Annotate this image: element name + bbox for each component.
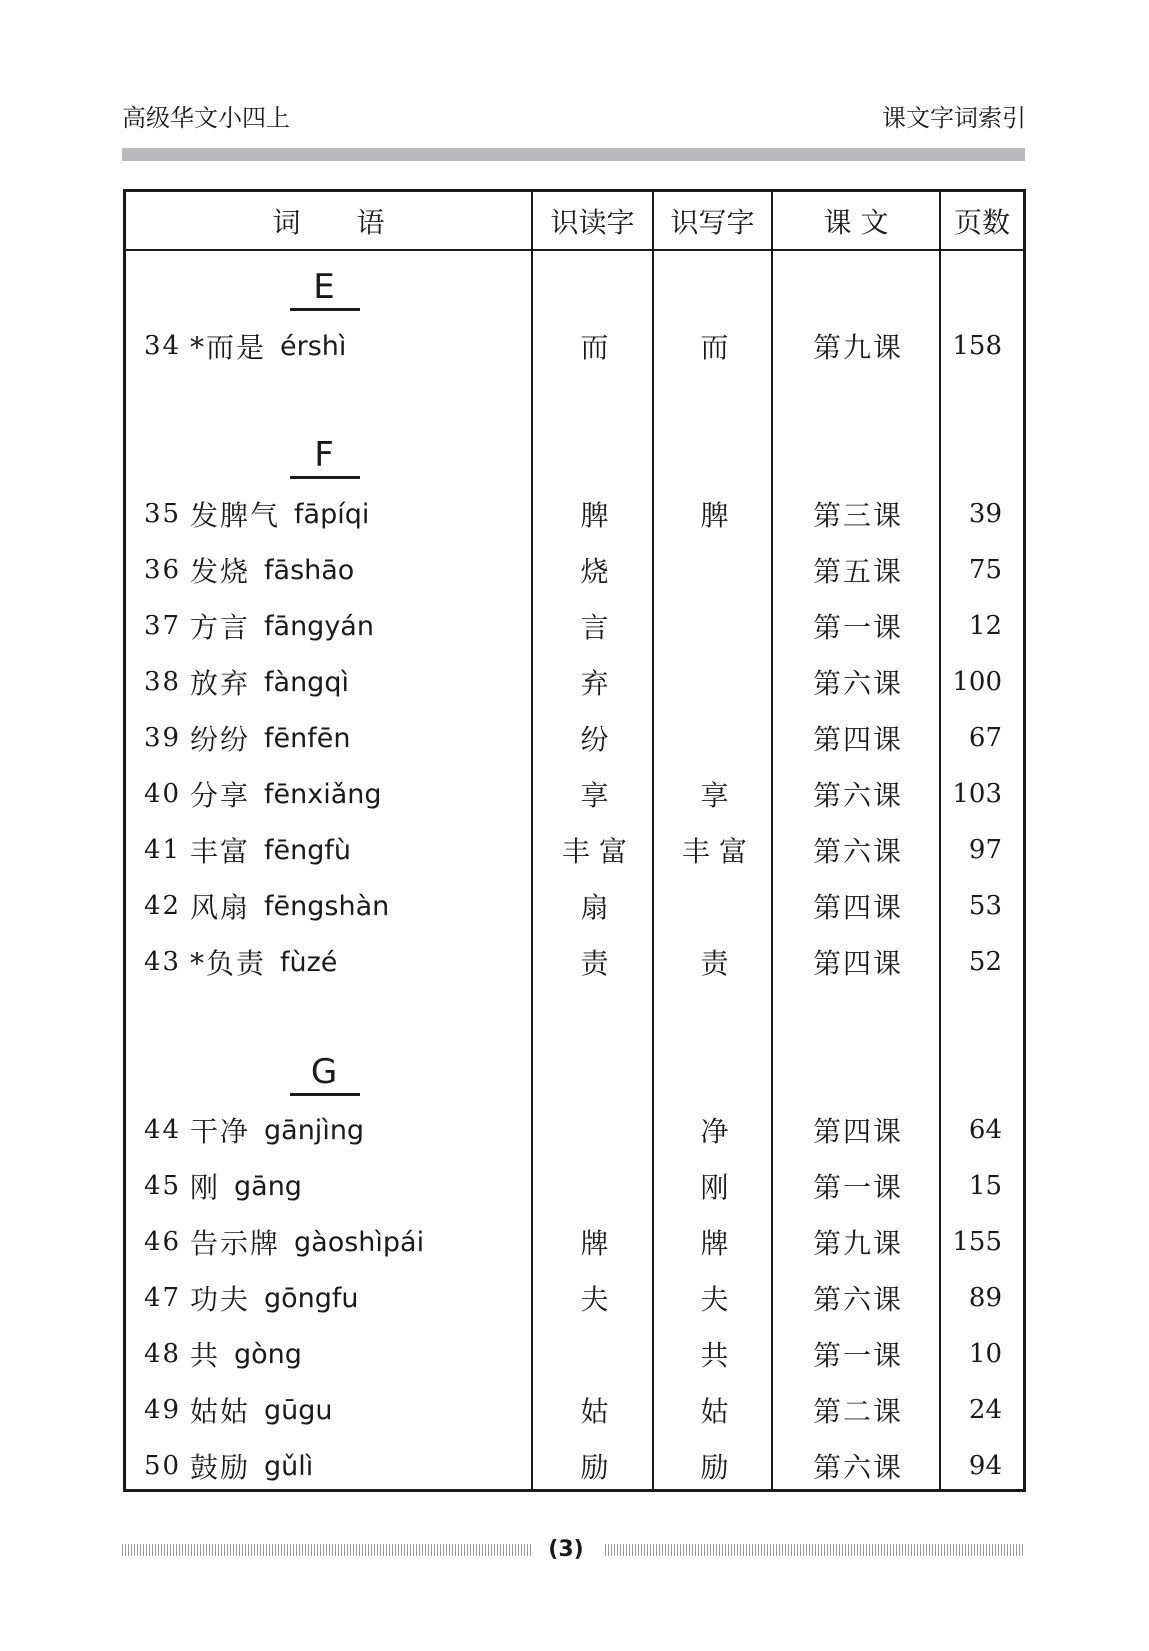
lesson-cell: 第五课 bbox=[812, 555, 903, 588]
table-row bbox=[126, 494, 1023, 534]
write-chars-cell: 刚 bbox=[700, 1171, 729, 1204]
page-cell: 10 bbox=[968, 1339, 1002, 1369]
column-header-write-chars: 识写字 bbox=[670, 205, 755, 239]
lesson-cell: 第二课 bbox=[812, 1395, 903, 1428]
page-cell: 24 bbox=[968, 1395, 1002, 1425]
page-cell: 103 bbox=[952, 779, 1002, 809]
lesson-cell: 第九课 bbox=[812, 331, 903, 364]
word-pinyin: érshì bbox=[280, 330, 347, 362]
word-hanzi: 共 bbox=[190, 1339, 221, 1372]
page-cell: 155 bbox=[952, 1227, 1002, 1257]
word-pinyin: gūgu bbox=[264, 1394, 333, 1426]
word-cell bbox=[144, 718, 350, 758]
read-chars-cell bbox=[534, 1110, 655, 1150]
page-cell: 52 bbox=[968, 947, 1002, 977]
write-chars-cell: 责 bbox=[700, 947, 729, 980]
write-chars-cell: 励 bbox=[700, 1451, 729, 1484]
word-cell bbox=[144, 1334, 302, 1374]
word-hanzi: 方言 bbox=[190, 611, 251, 644]
word-cell bbox=[144, 662, 349, 702]
word-hanzi: 干净 bbox=[190, 1115, 251, 1148]
lesson-cell: 第一课 bbox=[812, 1339, 903, 1372]
table-row bbox=[126, 886, 1023, 926]
word-cell bbox=[144, 550, 354, 590]
word-pinyin: gàoshìpái bbox=[294, 1226, 425, 1258]
read-chars-cell bbox=[534, 1334, 655, 1374]
word-hanzi: 发脾气 bbox=[190, 499, 281, 532]
page-cell: 89 bbox=[968, 1283, 1002, 1313]
word-pinyin: fēngshàn bbox=[264, 890, 390, 922]
word-cell bbox=[144, 606, 374, 646]
word-pinyin: fàngqì bbox=[264, 666, 349, 698]
read-chars-cell: 纷 bbox=[580, 723, 609, 756]
column-header-page: 页数 bbox=[953, 205, 1010, 239]
page-cell: 158 bbox=[952, 331, 1002, 361]
read-chars-cell: 夫 bbox=[580, 1283, 609, 1316]
write-chars-cell: 而 bbox=[700, 331, 729, 364]
page-cell: 75 bbox=[968, 555, 1002, 585]
word-hanzi: 鼓励 bbox=[190, 1451, 251, 1484]
read-chars-cell: 责 bbox=[580, 947, 609, 980]
word-pinyin: gānjìng bbox=[264, 1114, 365, 1146]
entry-number: 50 bbox=[144, 1451, 182, 1481]
read-chars-cell: 丰 富 bbox=[562, 835, 627, 868]
word-hanzi: 丰富 bbox=[190, 835, 251, 868]
page-cell: 67 bbox=[968, 723, 1002, 753]
entry-number: 43 bbox=[144, 947, 182, 977]
footer-ornament-right bbox=[605, 1544, 1025, 1556]
word-cell bbox=[144, 1446, 313, 1486]
table-row bbox=[126, 1110, 1023, 1150]
word-hanzi: 放弃 bbox=[190, 667, 251, 700]
word-pinyin: fāshāo bbox=[264, 554, 355, 586]
write-chars-cell: 丰 富 bbox=[682, 835, 747, 868]
lesson-cell: 第六课 bbox=[812, 667, 903, 700]
word-pinyin: gāng bbox=[234, 1170, 302, 1202]
table-row bbox=[126, 1278, 1023, 1318]
entry-number: 40 bbox=[144, 779, 182, 809]
header-divider-bar bbox=[122, 148, 1025, 161]
word-pinyin: fāngyán bbox=[264, 610, 374, 642]
lesson-cell: 第一课 bbox=[812, 1171, 903, 1204]
write-chars-cell bbox=[655, 606, 774, 646]
lesson-cell: 第四课 bbox=[812, 1115, 903, 1148]
table-row bbox=[126, 830, 1023, 870]
word-pinyin: fēnxiǎng bbox=[264, 778, 382, 810]
table-row bbox=[126, 606, 1023, 646]
read-chars-cell: 励 bbox=[580, 1451, 609, 1484]
section-letter: G bbox=[310, 1052, 338, 1092]
lesson-cell: 第四课 bbox=[812, 947, 903, 980]
section-letter: F bbox=[314, 435, 334, 475]
write-chars-cell bbox=[655, 662, 774, 702]
entry-number: 35 bbox=[144, 499, 182, 529]
word-pinyin: fēngfù bbox=[264, 834, 352, 866]
word-hanzi: 功夫 bbox=[190, 1283, 251, 1316]
lesson-cell: 第六课 bbox=[812, 835, 903, 868]
entry-number: 49 bbox=[144, 1395, 182, 1425]
word-cell bbox=[144, 942, 337, 982]
word-pinyin: gōngfu bbox=[264, 1282, 359, 1314]
entry-number: 45 bbox=[144, 1171, 182, 1201]
read-chars-cell: 姑 bbox=[580, 1395, 609, 1428]
table-row bbox=[126, 326, 1023, 366]
word-pinyin: fùzé bbox=[280, 946, 338, 978]
table-row bbox=[126, 1166, 1023, 1206]
read-chars-cell: 脾 bbox=[580, 499, 609, 532]
word-hanzi: 分享 bbox=[190, 779, 251, 812]
table-row bbox=[126, 942, 1023, 982]
lesson-cell: 第四课 bbox=[812, 723, 903, 756]
section-letter-underline bbox=[290, 476, 360, 479]
footer-ornament-left bbox=[122, 1544, 532, 1556]
write-chars-cell: 脾 bbox=[700, 499, 729, 532]
entry-number: 37 bbox=[144, 611, 182, 641]
lesson-cell: 第六课 bbox=[812, 1283, 903, 1316]
write-chars-cell bbox=[655, 718, 774, 758]
section-letter-underline bbox=[290, 308, 360, 311]
write-chars-cell bbox=[655, 550, 774, 590]
page-cell: 100 bbox=[952, 667, 1002, 697]
word-pinyin: gòng bbox=[234, 1338, 302, 1370]
lesson-cell: 第六课 bbox=[812, 779, 903, 812]
section-letter: E bbox=[313, 267, 335, 307]
entry-number: 47 bbox=[144, 1283, 182, 1313]
read-chars-cell: 享 bbox=[580, 779, 609, 812]
book-title: 高级华文小四上 bbox=[122, 104, 290, 132]
lesson-cell: 第六课 bbox=[812, 1451, 903, 1484]
word-cell bbox=[144, 326, 346, 366]
word-hanzi: 风扇 bbox=[190, 891, 251, 924]
write-chars-cell: 享 bbox=[700, 779, 729, 812]
word-cell bbox=[144, 774, 382, 814]
word-cell bbox=[144, 1390, 333, 1430]
entry-number: 41 bbox=[144, 835, 182, 865]
word-pinyin: gǔlì bbox=[264, 1450, 314, 1482]
page-cell: 97 bbox=[968, 835, 1002, 865]
table-row bbox=[126, 1446, 1023, 1486]
word-cell bbox=[144, 1166, 302, 1206]
word-hanzi: 刚 bbox=[190, 1171, 221, 1204]
word-cell bbox=[144, 886, 389, 926]
read-chars-cell: 扇 bbox=[580, 891, 609, 924]
entry-number: 39 bbox=[144, 723, 182, 753]
page-cell: 39 bbox=[968, 499, 1002, 529]
entry-number: 46 bbox=[144, 1227, 182, 1257]
word-cell bbox=[144, 1278, 359, 1318]
write-chars-cell: 牌 bbox=[700, 1227, 729, 1260]
page-cell: 64 bbox=[968, 1115, 1002, 1145]
entry-number: 38 bbox=[144, 667, 182, 697]
word-hanzi: *而是 bbox=[190, 331, 267, 364]
header-row-divider bbox=[126, 249, 1023, 251]
column-header-word: 词 语 bbox=[272, 205, 385, 239]
write-chars-cell: 净 bbox=[700, 1115, 729, 1148]
word-hanzi: 纷纷 bbox=[190, 723, 251, 756]
read-chars-cell: 而 bbox=[580, 331, 609, 364]
lesson-cell: 第四课 bbox=[812, 891, 903, 924]
write-chars-cell: 共 bbox=[700, 1339, 729, 1372]
column-header-read-chars: 识读字 bbox=[550, 205, 635, 239]
word-hanzi: 发烧 bbox=[190, 555, 251, 588]
entry-number: 42 bbox=[144, 891, 182, 921]
word-hanzi: 告示牌 bbox=[190, 1227, 281, 1260]
table-row bbox=[126, 774, 1023, 814]
page-cell: 94 bbox=[968, 1451, 1002, 1481]
word-pinyin: fēnfēn bbox=[264, 722, 351, 754]
lesson-cell: 第九课 bbox=[812, 1227, 903, 1260]
vocabulary-index-table bbox=[123, 189, 1026, 1492]
table-row bbox=[126, 1222, 1023, 1262]
entry-number: 48 bbox=[144, 1339, 182, 1369]
entry-number: 36 bbox=[144, 555, 182, 585]
page-footer bbox=[122, 1536, 1025, 1564]
lesson-cell: 第一课 bbox=[812, 611, 903, 644]
page-cell: 12 bbox=[968, 611, 1002, 641]
word-hanzi: 姑姑 bbox=[190, 1395, 251, 1428]
read-chars-cell: 烧 bbox=[580, 555, 609, 588]
word-hanzi: *负责 bbox=[190, 947, 267, 980]
page-cell: 15 bbox=[968, 1171, 1002, 1201]
page-number: (3) bbox=[548, 1537, 584, 1562]
section-title: 课文字词索引 bbox=[882, 104, 1026, 132]
table-row bbox=[126, 718, 1023, 758]
lesson-cell: 第三课 bbox=[812, 499, 903, 532]
read-chars-cell: 牌 bbox=[580, 1227, 609, 1260]
table-row bbox=[126, 662, 1023, 702]
read-chars-cell: 言 bbox=[580, 611, 609, 644]
word-cell bbox=[144, 1222, 424, 1262]
column-header-lesson: 课 文 bbox=[823, 205, 889, 239]
entry-number: 34 bbox=[144, 331, 182, 361]
word-cell bbox=[144, 1110, 364, 1150]
word-pinyin: fāpíqi bbox=[294, 498, 370, 530]
table-row bbox=[126, 1390, 1023, 1430]
write-chars-cell bbox=[655, 886, 774, 926]
word-cell bbox=[144, 830, 351, 870]
page-cell: 53 bbox=[968, 891, 1002, 921]
table-row bbox=[126, 550, 1023, 590]
write-chars-cell: 姑 bbox=[700, 1395, 729, 1428]
table-row bbox=[126, 1334, 1023, 1374]
read-chars-cell bbox=[534, 1166, 655, 1206]
write-chars-cell: 夫 bbox=[700, 1283, 729, 1316]
word-cell bbox=[144, 494, 369, 534]
section-letter-underline bbox=[290, 1093, 360, 1096]
entry-number: 44 bbox=[144, 1115, 182, 1145]
read-chars-cell: 弃 bbox=[580, 667, 609, 700]
